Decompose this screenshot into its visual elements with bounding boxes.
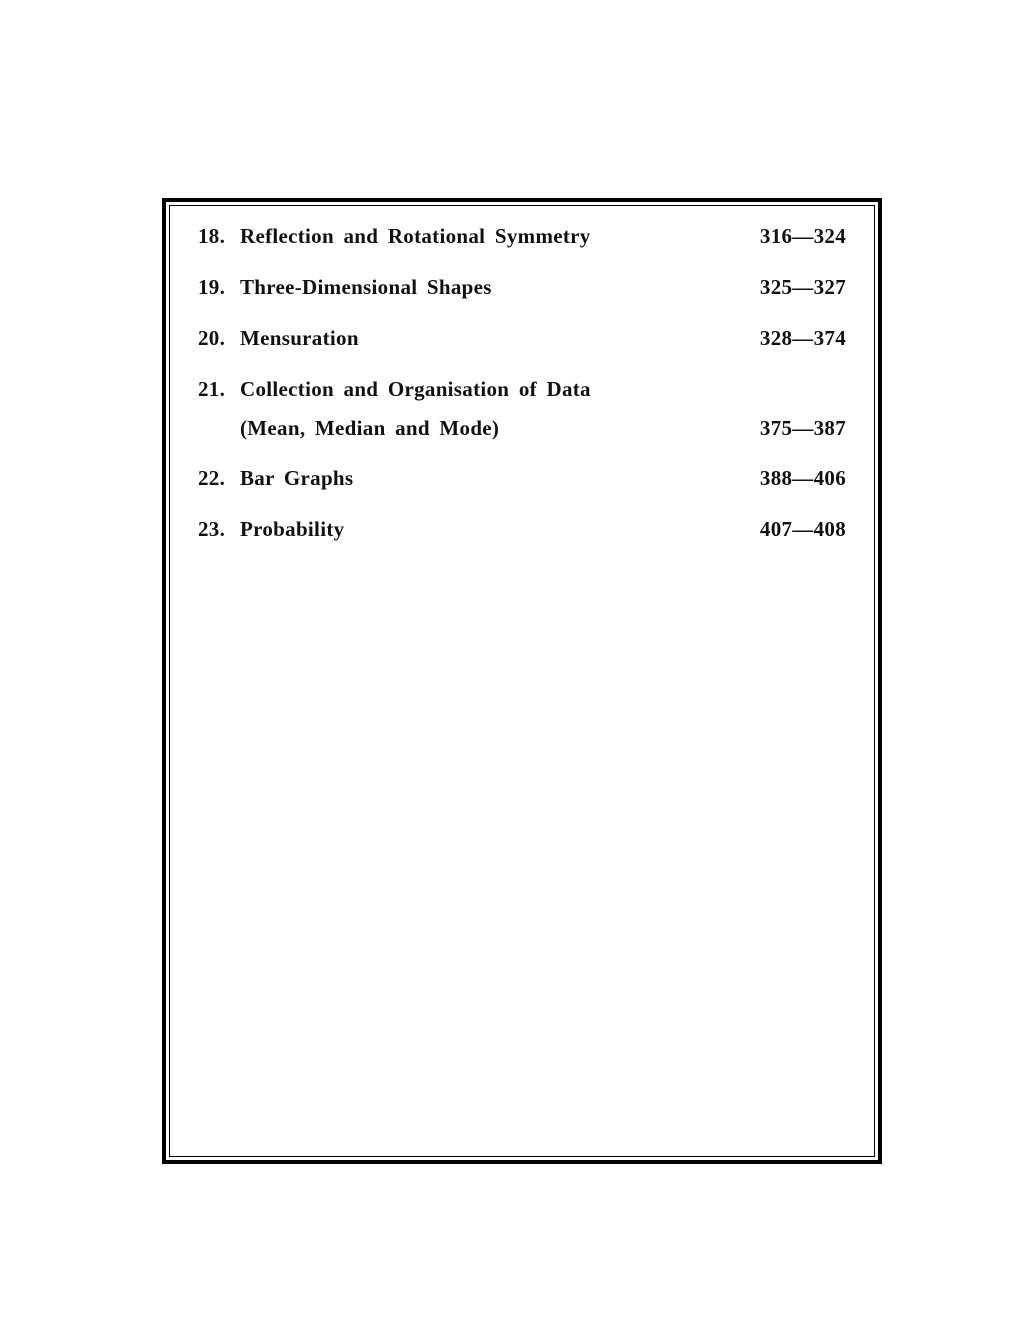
page-range: 325—327 <box>759 275 846 299</box>
page-range: 388—406 <box>759 466 846 490</box>
chapter-title: Probability <box>240 517 345 541</box>
chapter-number: 20. <box>198 326 226 350</box>
toc-entry-continuation[interactable] <box>198 413 846 443</box>
toc-entry[interactable] <box>198 323 846 353</box>
toc-entry[interactable] <box>198 221 846 251</box>
page-range: 316—324 <box>759 224 846 248</box>
chapter-number: 19. <box>198 275 226 299</box>
chapter-title: Mensuration <box>240 326 359 350</box>
toc-entry[interactable] <box>198 514 846 544</box>
chapter-number: 22. <box>198 466 226 490</box>
page-range: 328—374 <box>759 326 846 350</box>
chapter-title: Three-Dimensional Shapes <box>240 275 492 299</box>
chapter-number: 18. <box>198 224 226 248</box>
page-range: 375—387 <box>759 416 846 440</box>
toc-entry[interactable] <box>198 374 846 404</box>
chapter-title-line2: (Mean, Median and Mode) <box>240 416 500 440</box>
chapter-number: 23. <box>198 517 226 541</box>
chapter-title: Bar Graphs <box>240 466 354 490</box>
chapter-title: Reflection and Rotational Symmetry <box>240 224 591 248</box>
chapter-title: Collection and Organisation of Data <box>240 377 591 401</box>
toc-entry[interactable] <box>198 272 846 302</box>
chapter-number: 21. <box>198 377 226 401</box>
toc-entry[interactable] <box>198 463 846 493</box>
page-range: 407—408 <box>759 517 846 541</box>
